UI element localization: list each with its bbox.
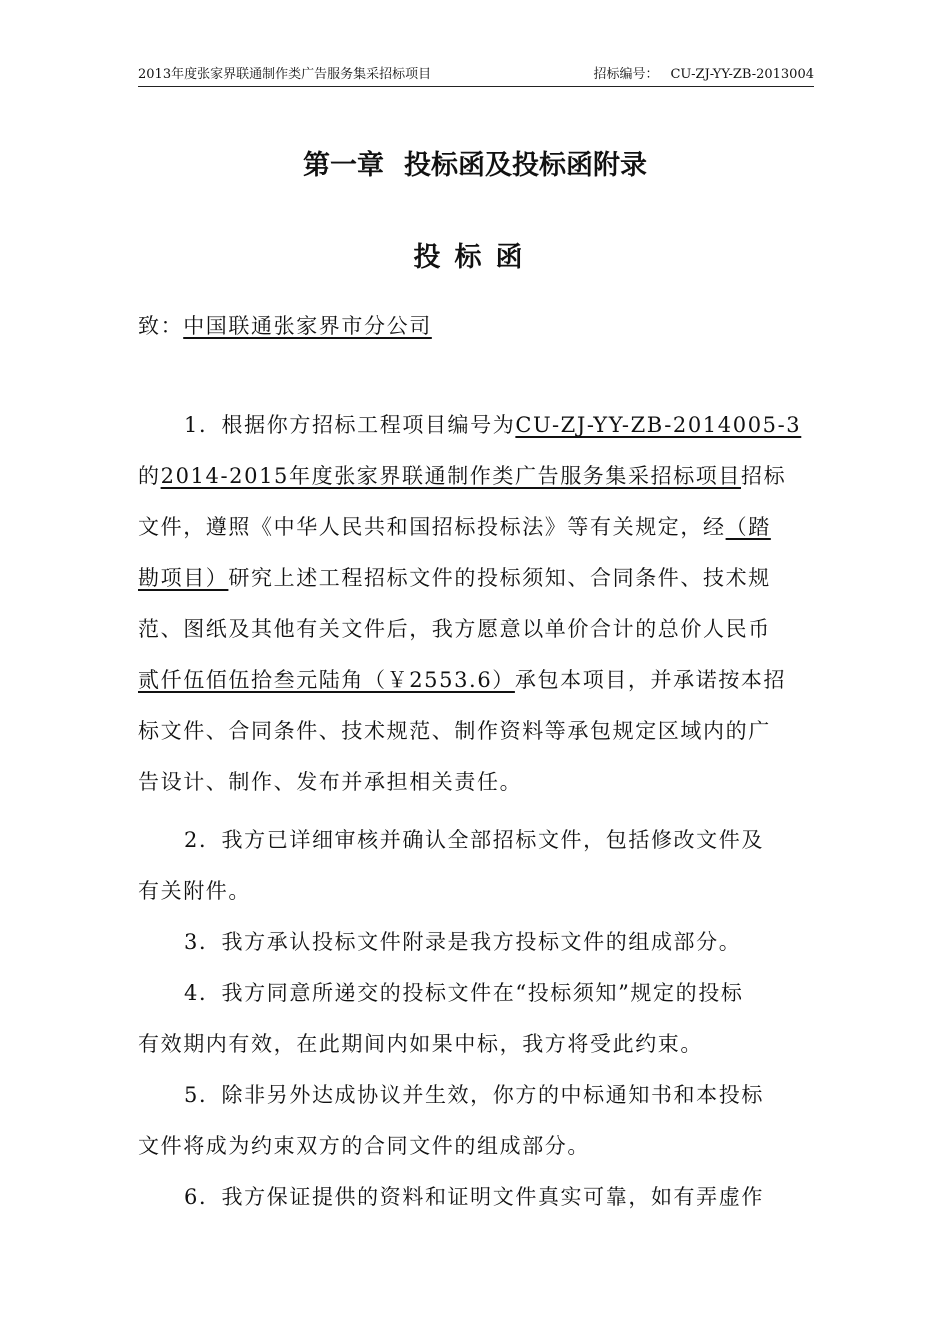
para1-text: 招标 — [741, 464, 787, 488]
paragraph-4 — [138, 968, 810, 1070]
paragraph-3 — [138, 917, 810, 968]
para1-text: 告设计、制作、发布并承担相关责任。 — [138, 770, 523, 794]
chapter-name: 投标函及投标函附录 — [404, 150, 647, 181]
survey-note: （踏 — [725, 515, 771, 539]
para1-text: 范、图纸及其他有关文件后，我方愿意以单价合计的总价人民币 — [138, 617, 771, 641]
recipient-line — [138, 301, 810, 352]
project-name: 2014-2015年度张家界联通制作类广告服务集采招标项目 — [160, 464, 741, 488]
paragraph-2 — [138, 815, 810, 917]
para2-text: 2．我方已详细审核并确认全部招标文件，包括修改文件及 — [184, 828, 764, 852]
header-project-title: 2013年度张家界联通制作类广告服务集采招标项目 — [138, 67, 432, 82]
para5-text: 文件将成为约束双方的合同文件的组成部分。 — [138, 1134, 590, 1158]
para2-text: 有关附件。 — [138, 879, 251, 903]
chapter-number: 第一章 — [303, 150, 384, 181]
para1-text: 文件，遵照《中华人民共和国招标投标法》等有关规定，经 — [138, 515, 726, 539]
para1-text: 标文件、合同条件、技术规范、制作资料等承包规定区域内的广 — [138, 719, 771, 743]
paragraph-1 — [138, 400, 810, 808]
para1-text: 的 — [138, 464, 161, 488]
para5-text: 5．除非另外达成协议并生效，你方的中标通知书和本投标 — [184, 1083, 764, 1107]
para4-text: 4．我方同意所递交的投标文件在“投标须知”规定的投标 — [184, 981, 744, 1005]
page-header — [138, 66, 814, 87]
para1-text: 1．根据你方招标工程项目编号为 — [184, 413, 516, 437]
para6-text: 6．我方保证提供的资料和证明文件真实可靠，如有弄虚作 — [184, 1185, 764, 1209]
document-title: 投标函 — [413, 242, 537, 273]
survey-note: 勘项目） — [138, 566, 229, 590]
para1-text: 承包本项目，并承诺按本招 — [514, 668, 787, 692]
recipient-name: 中国联通张家界市分公司 — [183, 314, 432, 338]
header-bid-number-label: 招标编号： — [593, 67, 659, 82]
paragraph-5 — [138, 1070, 810, 1172]
para3-text: 3．我方承认投标文件附录是我方投标文件的组成部分。 — [184, 930, 742, 954]
header-bid-number-value: CU-ZJ-YY-ZB-2013004 — [670, 67, 814, 82]
recipient-prefix: 致： — [138, 314, 184, 338]
bid-amount: 贰仟伍佰伍拾叁元陆角（￥2553.6） — [138, 668, 515, 692]
paragraph-6 — [138, 1172, 810, 1223]
project-code: CU-ZJ-YY-ZB-2014005-3 — [515, 413, 802, 437]
para1-text: 研究上述工程招标文件的投标须知、合同条件、技术规 — [228, 566, 771, 590]
para4-text: 有效期内有效，在此期间内如果中标，我方将受此约束。 — [138, 1032, 703, 1056]
header-bid-number — [593, 66, 814, 84]
chapter-title — [0, 146, 950, 186]
